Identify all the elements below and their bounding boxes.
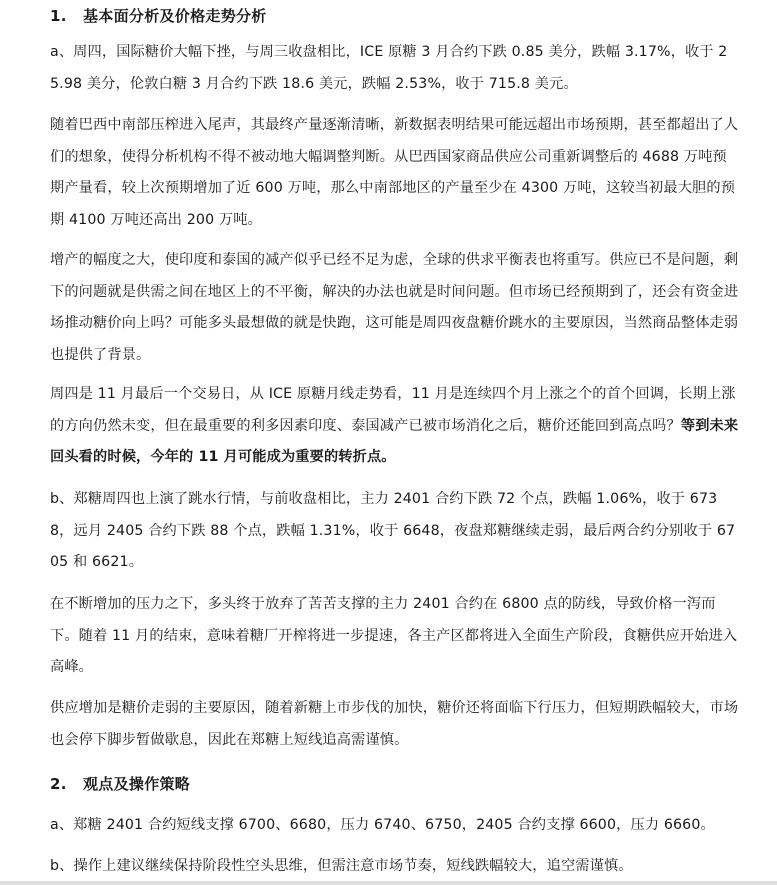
section-title: 观点及操作策略 (83, 775, 191, 793)
paragraph-brazil-output: 随着巴西中南部压榨进入尾声，其最终产量逐渐清晰，新数据表明结果可能远超出市场预期，甚至都超出了人们的想象，使得分析机构不得不被动地大幅调整判断。从巴西国家商品供应公司重新调整后的 4688 万吨预期产量看，较上次预期增加了近 600 万吨，那么中南部地区的产量至少在 4300 万吨，这较当初最大胆的预期 4100 万吨还高出 200 万吨。 (50, 117, 739, 228)
section-number: 2. (50, 775, 67, 793)
bold-conclusion: 等到未来回头看的时候，今年的 11 月可能成为重要的转折点。 (50, 417, 739, 465)
paragraph-text: 周四是 11 月最后一个交易日，从 ICE 原糖月线走势看，11 月是连续四个月上涨之个的首个回调，长期上涨的方向仍然未变，但在最重要的利多因素印度、泰国减产已被市场消化之后，糖价还能回到高点吗？ (50, 386, 736, 434)
section-heading-1 (50, 5, 267, 26)
page-bottom-divider (0, 881, 777, 885)
section-title: 基本面分析及价格走势分析 (83, 7, 267, 25)
section-heading-2 (50, 773, 190, 794)
paragraph-supply-balance: 增产的幅度之大，使印度和泰国的减产似乎已经不足为虑，全球的供求平衡表也将重写。供应已不是问题，剩下的问题就是供需之间在地区上的不平衡，解决的办法也就是时间问题。但市场已经预期到了，还会有资金进场推动糖价向上吗？可能多头最想做的就是快跑，这可能是周四夜盘糖价跳水的主要原因，当然商品整体走弱也提供了背景。 (50, 252, 739, 363)
paragraph-pressure: 在不断增加的压力之下，多头终于放弃了苦苦支撑的主力 2401 合约在 6800 点的防线，导致价格一泻而下。随着 11 月的结束，意味着糖厂开榨将进一步提速，各主产区都将进入全面生产阶段，食糖供应开始进入高峰。 (50, 596, 738, 675)
paragraph-supply-increase: 供应增加是糖价走弱的主要原因，随着新糖上市步伐的加快，糖价还将面临下行压力，但短期跌幅较大，市场也会停下脚步暂做歇息，因此在郑糖上短线追高需谨慎。 (50, 700, 739, 748)
paragraph-zhengzhou-sugar: b、郑糖周四也上演了跳水行情，与前收盘相比，主力 2401 合约下跌 72 个点，跌幅 1.06%，收于 6738，远月 2405 合约下跌 88 个点，跌幅 1.31%，收于 6648，夜盘郑糖继续走弱，最后两合约分别收于 6705 和 6621。 (50, 491, 736, 570)
paragraph-november-trend (50, 379, 740, 474)
section-number: 1. (50, 7, 67, 25)
strategy-item-a: a、郑糖 2401 合约短线支撑 6700、6680，压力 6740、6750，2405 合约支撑 6600，压力 6660。 (50, 817, 715, 833)
strategy-item-b: b、操作上建议继续保持阶段性空头思维，但需注意市场节奏，短线跌幅较大，追空需谨慎。 (50, 858, 633, 874)
paragraph-ice-sugar: a、周四，国际糖价大幅下挫，与周三收盘相比，ICE 原糖 3 月合约下跌 0.85 美分，跌幅 3.17%，收于 25.98 美分，伦敦白糖 3 月合约下跌 18.6 美元，跌幅 2.53%，收于 715.8 美元。 (50, 44, 728, 92)
